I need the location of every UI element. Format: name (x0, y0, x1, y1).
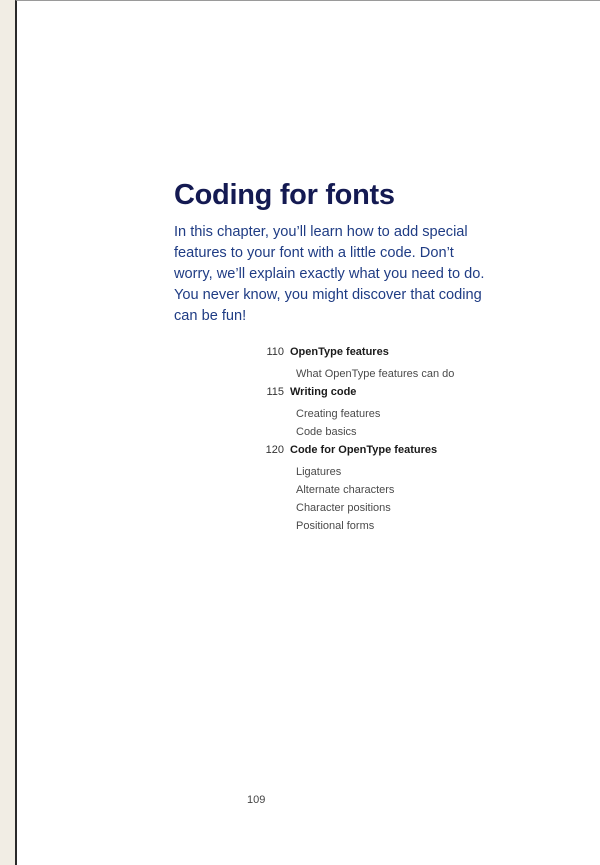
toc-subtopic: Positional forms (296, 520, 375, 532)
toc-heading: OpenType features (290, 346, 389, 358)
toc-heading: Code for OpenType features (290, 444, 438, 456)
toc-entry (253, 386, 513, 405)
book-spine (0, 0, 15, 865)
page-number: 109 (247, 794, 266, 806)
toc-page-number: 120 (265, 444, 284, 456)
toc-subtopic: Character positions (296, 502, 391, 514)
toc-page-number: 110 (266, 346, 284, 358)
toc-subtopic: Code basics (296, 426, 357, 438)
table-of-contents (253, 346, 513, 538)
toc-subtopic: Ligatures (296, 466, 342, 478)
chapter-intro: In this chapter, you’ll learn how to add special features to your font with a little code. Don’t worry, we’ll explain exactly what you need to do. You never know, you might discover that coding can be fun! (174, 224, 485, 324)
toc-section-code-for-opentype (253, 444, 513, 535)
toc-section-opentype-features (253, 346, 513, 383)
toc-subtopic: What OpenType features can do (296, 368, 455, 380)
book-page (15, 0, 600, 865)
toc-section-writing-code (253, 386, 513, 441)
toc-subtopic: Alternate characters (296, 484, 395, 496)
toc-page-number: 115 (266, 386, 284, 398)
toc-heading: Writing code (290, 386, 357, 398)
toc-entry (253, 346, 513, 365)
chapter-title: Coding for fonts (174, 179, 395, 211)
toc-entry (253, 444, 513, 463)
toc-subtopic: Creating features (296, 408, 381, 420)
